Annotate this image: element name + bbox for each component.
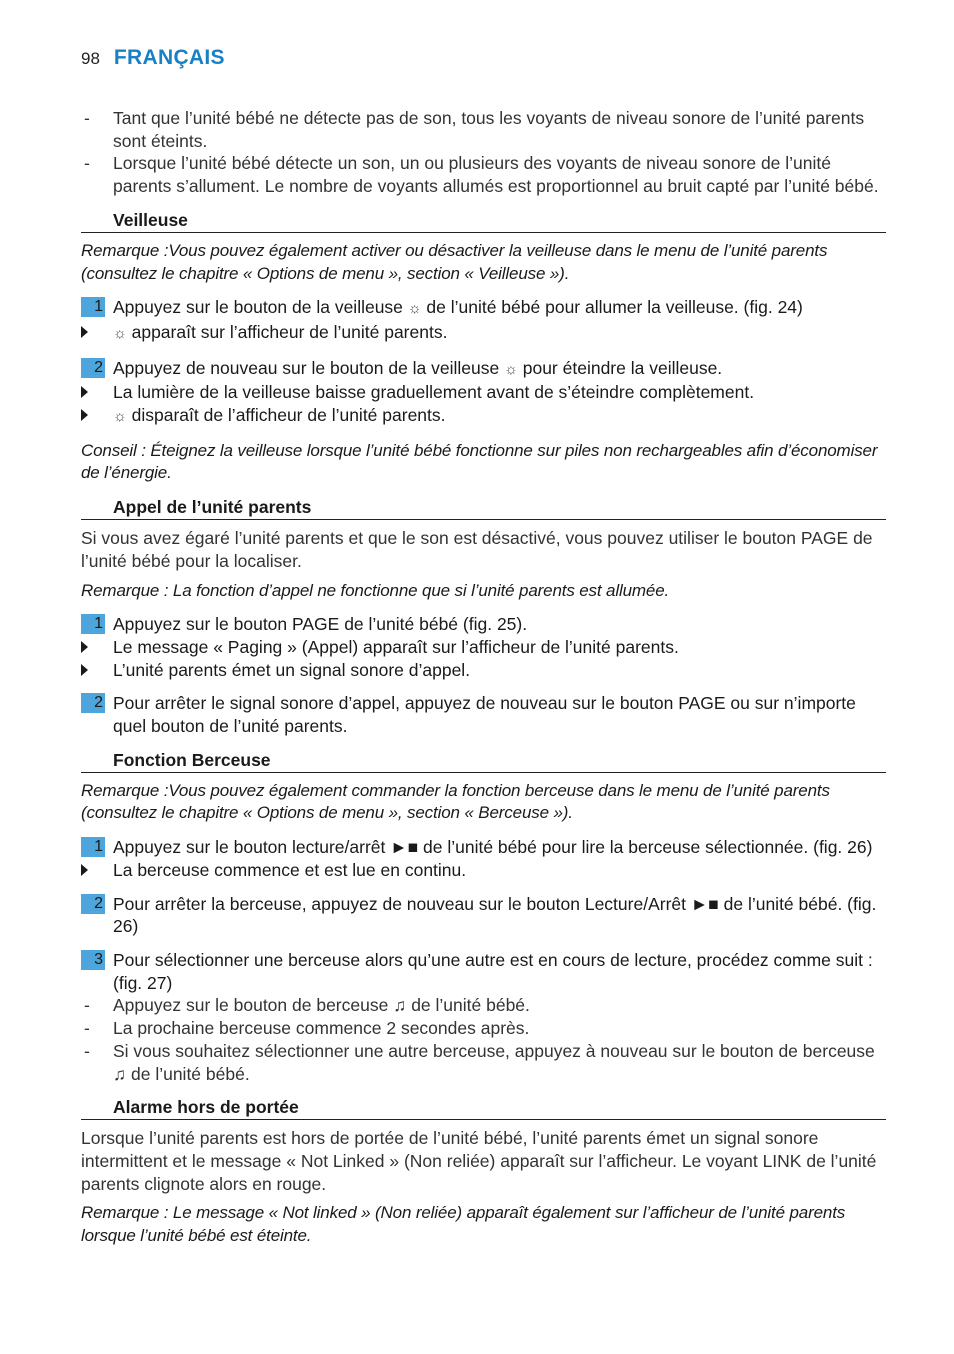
step-item (81, 296, 886, 321)
step-number-badge: 1 (81, 837, 105, 857)
step-number-badge: 3 (81, 950, 105, 970)
note-berceuse: Remarque :Vous pouvez également commander la fonction berceuse dans le menu de l’unité parents (consultez le chapitre « Options de menu », section « Berceuse »). (81, 780, 830, 823)
intro-item (81, 152, 886, 197)
step-text: Appuyez de nouveau sur le bouton de la veilleuse (113, 357, 505, 378)
section-heading-alarme: Alarme hors de portée (81, 1096, 886, 1120)
sub-item-text: Si vous souhaitez sélectionner une autre berceuse, appuyez à nouveau sur le bouton de berceuse (113, 1040, 875, 1061)
step-number-badge: 2 (81, 894, 105, 914)
body-appel: Si vous avez égaré l’unité parents et que le son est désactivé, vous pouvez utiliser le bouton PAGE de l’unité bébé pour la localiser. (81, 528, 873, 571)
note-alarme: Remarque : Le message « Not linked » (Non reliée) apparaît également sur l’afficheur de l’unité parents lorsque l’unité bébé est éteinte. (81, 1203, 846, 1246)
result-item (81, 859, 886, 882)
result-text: apparaît sur l’afficheur de l’unité parents. (126, 321, 448, 342)
step-text: Pour sélectionner une berceuse alors qu’une autre est en cours de lecture, procédez comme suit : (fig. 27) (113, 949, 873, 993)
result-text: Le message « Paging » (Appel) apparaît sur l’afficheur de l’unité parents. (113, 636, 679, 657)
tip-veilleuse: Conseil : Éteignez la veilleuse lorsque l’unité bébé fonctionne sur piles non rechargeables afin d’économiser de l’énergie. (81, 440, 878, 483)
result-arrow-icon (81, 326, 88, 338)
intro-item-text: Tant que l’unité bébé ne détecte pas de son, tous les voyants de niveau sonore de l’unité parents sont éteints. (113, 108, 865, 151)
sub-item-text: de l’unité bébé. (126, 1063, 250, 1084)
page-content (81, 107, 886, 1248)
language-title: FRANÇAIS (113, 46, 225, 69)
result-arrow-icon (81, 409, 88, 421)
result-text: La lumière de la veilleuse baisse graduellement avant de s’éteindre complètement. (113, 382, 755, 403)
section-heading-veilleuse: Veilleuse (81, 209, 886, 233)
dash-marker: - (84, 153, 90, 174)
step-item (81, 836, 886, 859)
result-arrow-icon (81, 641, 88, 653)
step-text: de l’unité bébé pour allumer la veilleuse. (fig. 24) (421, 297, 803, 318)
lullaby-icon: ♫ (113, 1063, 127, 1084)
step-text: pour éteindre la veilleuse. (517, 357, 723, 378)
result-text: La berceuse commence et est lue en continu. (113, 859, 467, 880)
note-veilleuse: Remarque :Vous pouvez également activer ou désactiver la veilleuse dans le menu de l’unité parents (consultez le chapitre « Options de menu », section « Veilleuse »). (81, 240, 828, 283)
nightlight-icon: ☼ (504, 360, 518, 378)
step-text: Appuyez sur le bouton PAGE de l’unité bébé (fig. 25). (113, 614, 528, 635)
note-appel: Remarque : La fonction d’appel ne fonctionne que si l’unité parents est allumée. (81, 580, 670, 600)
step-item (81, 893, 886, 938)
result-text: L’unité parents émet un signal sonore d’appel. (113, 659, 471, 680)
play-stop-icon: ►■ (390, 837, 419, 858)
page-header (81, 46, 225, 76)
step-item (81, 692, 886, 737)
step-item (81, 357, 886, 382)
section-heading-berceuse: Fonction Berceuse (81, 749, 886, 773)
sub-item-text: La prochaine berceuse commence 2 secondes après. (113, 1018, 530, 1039)
step-text: de l’unité bébé. (fig. 26) (113, 893, 877, 937)
dash-marker: - (84, 995, 90, 1016)
dash-marker: - (84, 108, 90, 128)
result-item (81, 636, 886, 659)
intro-item (81, 107, 886, 152)
step-number-badge: 2 (81, 693, 105, 713)
sub-item (81, 1017, 886, 1040)
dash-marker: - (84, 1018, 90, 1039)
dash-marker: - (84, 1040, 90, 1061)
result-item (81, 381, 886, 404)
result-arrow-icon (81, 664, 88, 676)
step-number-badge: 1 (81, 614, 105, 634)
step-text: Pour arrêter la berceuse, appuyez de nouveau sur le bouton Lecture/Arrêt (113, 893, 691, 914)
nightlight-icon: ☼ (407, 300, 422, 318)
step-item (81, 949, 886, 994)
play-stop-icon: ►■ (690, 893, 719, 914)
page-number: 98 (81, 49, 100, 68)
sub-item (81, 1040, 886, 1085)
step-item (81, 613, 886, 636)
step-text: Pour arrêter le signal sonore d’appel, appuyez de nouveau sur le bouton PAGE ou sur n’importe quel bouton de l’unité parents. (113, 693, 856, 737)
nightlight-icon: ☼ (113, 408, 127, 426)
sub-item (81, 994, 886, 1017)
step-number-badge: 2 (81, 358, 105, 378)
sub-item-text: de l’unité bébé. (406, 995, 530, 1016)
lullaby-icon: ♫ (393, 995, 407, 1016)
body-alarme: Lorsque l’unité parents est hors de portée de l’unité bébé, l’unité parents émet un signal sonore intermittent et le message « Not Linked » (Non reliée) apparaît sur l’afficheur. Le voyant LINK de l’unité parents clignote alors en rouge. (81, 1128, 877, 1194)
step-text: Appuyez sur le bouton de la veilleuse (113, 297, 408, 318)
result-arrow-icon (81, 386, 88, 398)
section-heading-appel: Appel de l’unité parents (81, 496, 886, 520)
intro-item-text: Lorsque l’unité bébé détecte un son, un ou plusieurs des voyants de niveau sonore de l’unité parents s’allument. Le nombre de voyants allumés est proportionnel au bruit capté par l’unité bébé. (113, 153, 879, 197)
step-text: de l’unité bébé pour lire la berceuse sélectionnée. (fig. 26) (418, 837, 873, 858)
result-text: disparaît de l’afficheur de l’unité parents. (126, 405, 446, 426)
result-item (81, 659, 886, 682)
result-arrow-icon (81, 864, 88, 876)
nightlight-icon: ☼ (113, 324, 127, 342)
step-number-badge: 1 (81, 297, 105, 317)
step-text: Appuyez sur le bouton lecture/arrêt (113, 837, 391, 858)
result-item (81, 321, 886, 346)
sub-item-text: Appuyez sur le bouton de berceuse (113, 995, 394, 1016)
result-item (81, 404, 886, 429)
